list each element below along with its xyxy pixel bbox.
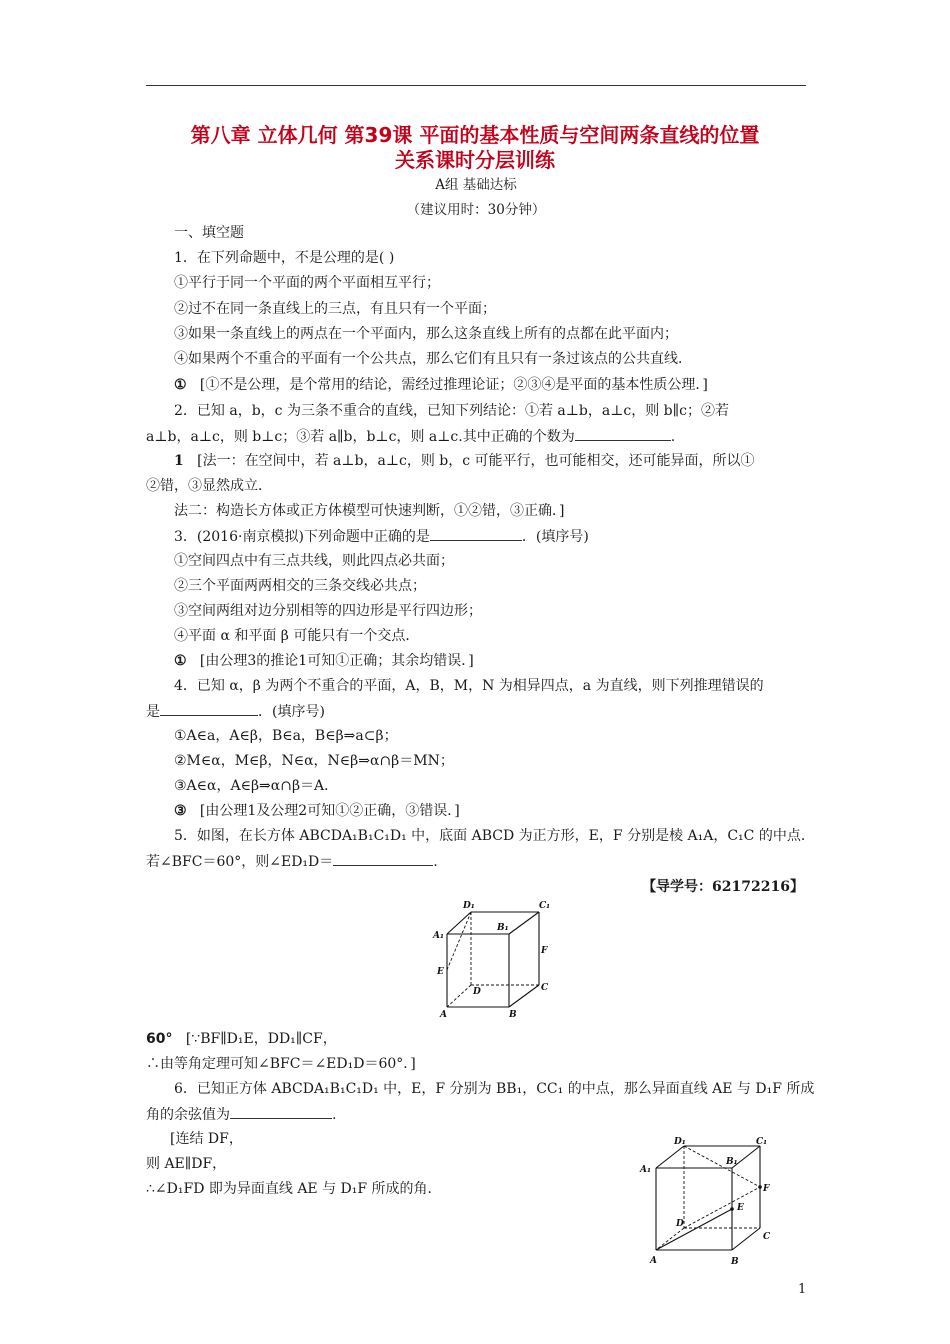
q4-line2 — [146, 701, 811, 722]
q6-line2-text: 角的余弦值为 — [146, 1107, 230, 1123]
q3-explanation: [由公理3的推论1可知①正确；其余均错误．] — [199, 653, 474, 669]
group-label: A组 基础达标 — [435, 177, 517, 193]
q4-answer-blank[interactable] — [160, 701, 258, 716]
q4-solution — [146, 801, 811, 821]
q5-answer: 60° — [146, 1031, 173, 1047]
q5-line2-end: . — [433, 854, 438, 870]
q1-option-1: ①平行于同一个平面的两个平面相互平行； — [174, 275, 440, 291]
q3-stem — [146, 526, 811, 547]
q2-explanation-2: ②错，③显然成立． — [146, 478, 272, 494]
q5-line1: 5．如图，在长方体 ABCDA₁B₁C₁D₁ 中，底面 ABCD 为正方形，E，F 分别是棱 A₁A，C₁C 的中点． — [174, 828, 815, 844]
q3-answer-blank[interactable] — [430, 526, 522, 541]
q1-option-3: ③如果一条直线上的两点在一个平面内，那么这条直线上所有的点都在此平面内； — [174, 326, 678, 342]
q2-answer-blank[interactable] — [575, 426, 671, 441]
q2-line1: 2．已知 a，b，c 为三条不重合的直线，已知下列结论：①若 a⊥b，a⊥c，则 b∥c；②若 — [174, 403, 729, 419]
q6-fig-label-D: D — [676, 1219, 684, 1229]
q6-line2 — [146, 1104, 811, 1125]
q5-fig-label-C1: C₁ — [539, 901, 551, 911]
q5-line2-text: 若∠BFC＝60°，则∠ED₁D＝ — [146, 854, 334, 870]
q5-fig-label-F: F — [541, 946, 548, 956]
q5-fig-label-A1: A₁ — [433, 931, 444, 941]
q6-fig-label-D1: D₁ — [674, 1137, 686, 1147]
q5-line2 — [146, 851, 811, 872]
q6-explanation-3: ∴∠D₁FD 即为异面直线 AE 与 D₁F 所成的角． — [146, 1181, 442, 1197]
q5-solution — [146, 1029, 811, 1049]
q5-fig-label-D: D — [473, 987, 481, 997]
q4-line1: 4．已知 α，β 为两个不重合的平面，A，B，M，N 为相异四点，a 为直线，则下列推理错误的 — [174, 678, 764, 694]
q6-line1: 6．已知正方体 ABCDA₁B₁C₁D₁ 中，E，F 分别为 BB₁，CC₁ 的中点，那么异面直线 AE 与 D₁F 所成 — [174, 1081, 815, 1097]
page-title-line1: 第八章 立体几何 第39课 平面的基本性质与空间两条直线的位置 — [190, 123, 760, 147]
q5-explanation-1: [∵BF∥D₁E，DD₁∥CF， — [185, 1031, 337, 1047]
q5-fig-label-B: B — [509, 1010, 517, 1020]
q2-explanation-3: 法二：构造长方体或正方体模型可快速判断，①②错，③正确．] — [174, 503, 565, 519]
q3-option-2: ②三个平面两两相交的三条交线必共点； — [174, 578, 426, 594]
q6-line2-end: . — [332, 1107, 337, 1123]
q1-option-2: ②过不在同一条直线上的三点，有且只有一个平面； — [174, 301, 496, 317]
q1-explanation: [①不是公理，是个常用的结论，需经过推理论证；②③④是平面的基本性质公理．] — [199, 377, 708, 393]
q6-fig-label-A1: A₁ — [640, 1165, 651, 1175]
q4-line2-end: ．(填序号) — [258, 704, 325, 720]
q3-option-3: ③空间两组对边分别相等的四边形是平行四边形； — [174, 603, 482, 619]
q2-line2 — [146, 426, 811, 447]
q2-explanation-1: [法一：在空间中，若 a⊥b，a⊥c，则 b，c 可能平行，也可能相交，还可能异面，所以① — [197, 453, 755, 469]
q6-fig-label-B: B — [731, 1257, 739, 1267]
q6-fig-label-C1: C₁ — [756, 1137, 768, 1147]
q1-option-4: ④如果两个不重合的平面有一个公共点，那么它们有且只有一条过该点的公共直线． — [174, 351, 692, 367]
q6-answer-blank[interactable] — [230, 1104, 332, 1119]
q4-explanation: [由公理1及公理2可知①②正确，③错误．] — [199, 803, 460, 819]
q2-line2-text: a⊥b，a⊥c，则 b⊥c；③若 a∥b，b⊥c，则 a⊥c.其中正确的个数为 — [146, 429, 575, 445]
q1-stem: 1．在下列命题中，不是公理的是( ) — [174, 250, 395, 266]
header-rule — [146, 85, 806, 86]
q4-option-1: ①A∈a，A∈β，B∈a，B∈β⇒a⊂β； — [174, 728, 398, 744]
q2-solution — [146, 451, 811, 471]
q6-fig-label-C: C — [763, 1232, 771, 1242]
q5-fig-label-A: A — [440, 1010, 447, 1020]
q1-answer: ① — [174, 377, 187, 393]
page-title-line2: 关系课时分层训练 — [395, 148, 555, 172]
q4-answer: ③ — [174, 803, 187, 819]
q3-stem-text: 3．(2016·南京模拟)下列命题中正确的是 — [174, 529, 430, 545]
q6-fig-label-B1: B₁ — [726, 1157, 738, 1167]
page-number: 1 — [798, 1282, 807, 1297]
q5-fig-label-E: E — [437, 967, 444, 977]
q5-explanation-2: ∴由等角定理可知∠BFC＝∠ED₁D＝60°．] — [146, 1056, 416, 1072]
time-hint: （建议用时：30分钟） — [406, 202, 546, 218]
section-heading: 一、填空题 — [174, 225, 244, 241]
q6-fig-label-F: F — [763, 1184, 770, 1194]
q4-option-2: ②M∈α，M∈β，N∈α，N∈β⇒α∩β＝MN； — [174, 753, 454, 769]
q6-fig-label-E: E — [737, 1203, 744, 1213]
guide-number: 【导学号：62172216】 — [642, 879, 804, 895]
q2-answer: 1 — [174, 453, 184, 469]
q3-stem-end: ．(填序号) — [521, 529, 589, 545]
q5-cuboid-figure — [425, 898, 555, 1020]
q5-fig-label-B1: B₁ — [497, 923, 509, 933]
q3-option-1: ①空间四点中有三点共线，则此四点必共面； — [174, 553, 454, 569]
q5-fig-label-D1: D₁ — [463, 901, 475, 911]
q4-line2-text: 是 — [146, 704, 160, 720]
q5-answer-blank[interactable] — [333, 851, 433, 866]
q1-solution — [146, 375, 811, 395]
q6-explanation-1: [连结 DF， — [170, 1131, 243, 1147]
q3-solution — [146, 651, 811, 671]
q3-option-4: ④平面 α 和平面 β 可能只有一个交点． — [174, 628, 420, 644]
q6-fig-label-A: A — [650, 1256, 657, 1266]
q5-fig-label-C: C — [541, 983, 549, 993]
q3-answer: ① — [174, 653, 187, 669]
q2-line2-end: . — [670, 429, 676, 445]
q6-point-E-marker — [730, 1207, 734, 1211]
q6-point-F-marker — [758, 1185, 762, 1189]
q4-option-3: ③A∈α，A∈β⇒α∩β＝A． — [174, 778, 339, 794]
q6-cube-figure — [636, 1136, 788, 1272]
q6-explanation-2: 则 AE∥DF， — [146, 1156, 227, 1172]
